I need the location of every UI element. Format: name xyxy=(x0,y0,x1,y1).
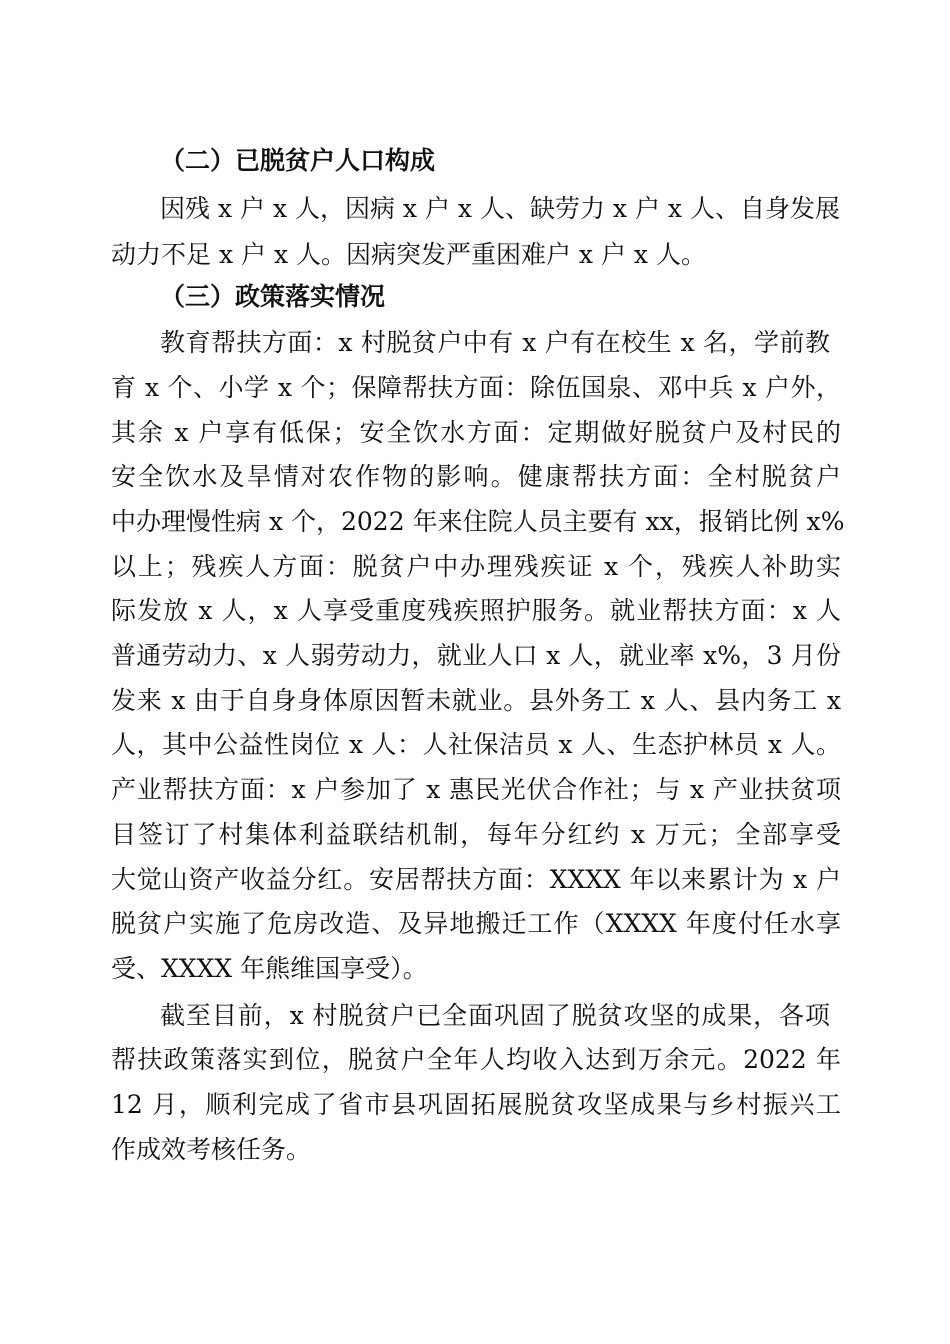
section-3-para-2-line-4: 作成效考核任务。 xyxy=(111,1135,312,1164)
section-3-para-1-line-7: 际发放 x 人，x 人享受重度残疾照护服务。就业帮扶方面：x 人 xyxy=(111,596,841,625)
section-3-para-1-line-4: 安全饮水及旱情对农作物的影响。健康帮扶方面：全村脱贫户 xyxy=(111,462,841,491)
section-3-para-1-line-13: 大觉山资产收益分红。安居帮扶方面：XXXX 年以来累计为 x 户 xyxy=(111,865,841,894)
section-3-para-1-line-1: 教育帮扶方面：x 村脱贫户中有 x 户有在校生 x 名，学前教 xyxy=(160,328,830,357)
section-3-para-1-line-6: 以上；残疾人方面：脱贫户中办理残疾证 x 个，残疾人补助实 xyxy=(111,552,841,581)
section-3-para-1-line-3: 其余 x 户享有低保；安全饮水方面：定期做好脱贫户及村民的 xyxy=(111,418,841,447)
section-3-para-1-line-14: 脱贫户实施了危房改造、及异地搬迁工作（XXXX 年度付任水享 xyxy=(111,909,841,938)
section-3-para-2-line-1: 截至目前，x 村脱贫户已全面巩固了脱贫攻坚的成果，各项 xyxy=(160,1001,830,1030)
section-3-heading: （三）政策落实情况 xyxy=(160,282,386,311)
section-3-para-2-line-2: 帮扶政策落实到位，脱贫户全年人均收入达到万余元。2022 年 xyxy=(111,1045,841,1074)
section-2-line-2: 动力不足 x 户 x 人。因病突发严重困难户 x 户 x 人。 xyxy=(111,240,706,269)
section-3-para-1-line-12: 目签订了村集体利益联结机制，每年分红约 x 万元；全部享受 xyxy=(111,820,841,849)
section-2-heading: （二）已脱贫户人口构成 xyxy=(160,146,436,175)
section-3-para-1-line-2: 育 x 个、小学 x 个；保障帮扶方面：除伍国泉、邓中兵 x 户外， xyxy=(111,373,841,402)
section-3-para-1-line-11: 产业帮扶方面：x 户参加了 x 惠民光伏合作社；与 x 产业扶贫项 xyxy=(111,775,841,804)
section-3-para-1-line-10: 人，其中公益性岗位 x 人：人社保洁员 x 人、生态护林员 x 人。 xyxy=(111,730,841,759)
section-3-para-1-line-5: 中办理慢性病 x 个，2022 年来住院人员主要有 xx，报销比例 x% xyxy=(111,507,845,536)
section-3-para-1-line-9: 发来 x 由于自身身体原因暂未就业。县外务工 x 人、县内务工 x xyxy=(111,686,841,715)
section-3-para-1-line-15: 受、XXXX 年熊维国享受）。 xyxy=(111,954,428,983)
section-3-para-1-line-8: 普通劳动力、x 人弱劳动力，就业人口 x 人，就业率 x%，3 月份 xyxy=(111,641,841,670)
section-3-para-2-line-3: 12 月，顺利完成了省市县巩固拓展脱贫攻坚成果与乡村振兴工 xyxy=(111,1090,841,1119)
section-2-line-1: 因残 x 户 x 人，因病 x 户 x 人、缺劳力 x 户 x 人、自身发展 xyxy=(160,194,840,223)
